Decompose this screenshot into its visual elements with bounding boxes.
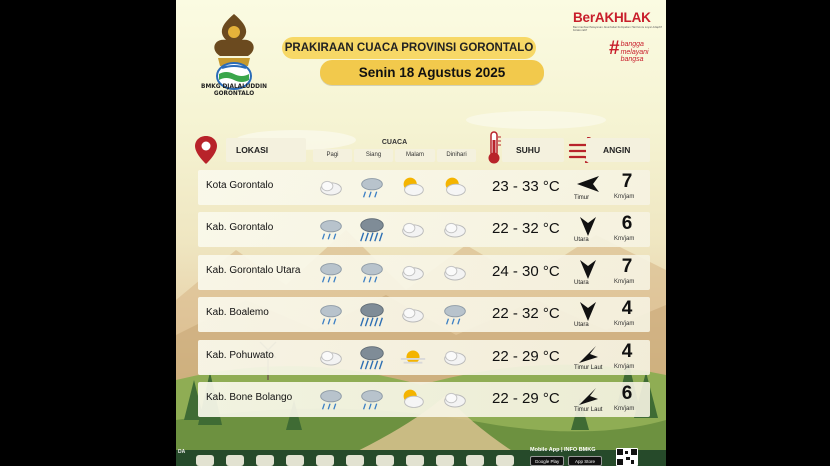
down-arrow-icon	[576, 300, 600, 322]
wind-direction: Utara	[574, 322, 589, 328]
column-header-suhu	[502, 138, 564, 162]
light-rain-icon	[357, 173, 387, 201]
legend-partly-cloudy-icon	[226, 455, 244, 466]
column-header-dinihari: Dinihari	[437, 149, 476, 162]
up-left-arrow-icon	[576, 385, 600, 407]
mobile-app-label: Mobile App | INFO BMKG	[530, 447, 596, 453]
legend-sunny-icon	[196, 455, 214, 466]
haze-icon	[398, 343, 428, 371]
temperature: 22 - 29 °C	[492, 390, 560, 407]
wind-unit: Km/jam	[614, 194, 635, 200]
hashtag-line: bangsa	[620, 56, 644, 63]
table-row	[198, 212, 650, 247]
location-name: Kab. Gorontalo	[206, 222, 274, 233]
location-name: Kab. Gorontalo Utara	[206, 265, 301, 276]
light-rain-icon	[316, 300, 346, 328]
weather-poster	[176, 0, 666, 466]
wind-unit: Km/jam	[614, 236, 635, 242]
table-row	[198, 255, 650, 290]
hash-sign: #	[609, 38, 620, 59]
temperature: 22 - 32 °C	[492, 305, 560, 322]
thermometer-icon	[486, 131, 502, 165]
wind-speed: 6	[621, 213, 633, 234]
light-rain-icon	[316, 385, 346, 413]
up-left-arrow-icon	[576, 343, 600, 365]
hashtag-line: bangga	[620, 41, 644, 48]
partly-cloudy-icon	[398, 385, 428, 413]
location-name: Kab. Bone Bolango	[206, 392, 293, 403]
legend-cloudy-icon	[256, 455, 274, 466]
location-name: Kab. Boalemo	[206, 307, 269, 318]
cloudy-icon	[316, 343, 346, 371]
legend-smoke-icon	[346, 455, 364, 466]
wind-speed: 6	[621, 383, 633, 404]
light-rain-icon	[357, 258, 387, 286]
suhu-label: SUHU	[516, 145, 541, 155]
cloudy-icon	[440, 343, 470, 371]
light-rain-icon	[316, 258, 346, 286]
wind-direction: Timur Laut	[574, 407, 603, 413]
partly-cloudy-icon	[440, 173, 470, 201]
wind-unit: Km/jam	[614, 364, 635, 370]
forecast-date: Senin 18 Agustus 2025	[320, 60, 544, 85]
berakhlak-tagline: Berorientasi Pelayanan Akuntabel Kompeten Harmonis Loyal Adaptif Kolaboratif	[573, 26, 662, 33]
heavy-rain-icon	[357, 343, 387, 371]
heavy-rain-icon	[357, 300, 387, 328]
cloudy-icon	[398, 215, 428, 243]
location-pin-icon	[194, 135, 218, 165]
light-rain-icon	[357, 385, 387, 413]
wind-direction: Utara	[574, 280, 589, 286]
legend-label: DA	[178, 449, 186, 455]
table-row	[198, 340, 650, 375]
legend-moderate-rain-icon	[436, 455, 454, 466]
page-title: PRAKIRAAN CUACA PROVINSI GORONTALO	[282, 37, 536, 59]
left-arrow-icon	[576, 173, 600, 195]
cloudy-icon	[398, 300, 428, 328]
legend-overcast-icon	[286, 455, 304, 466]
wind-speed: 4	[621, 341, 633, 362]
wind-unit: Km/jam	[614, 321, 635, 327]
temperature: 22 - 29 °C	[492, 348, 560, 365]
cloudy-icon	[398, 258, 428, 286]
logo-caption	[184, 84, 284, 98]
berakhlak-word: BerAKHLAK	[573, 10, 651, 25]
legend-haze-icon	[316, 455, 334, 466]
light-rain-icon	[440, 300, 470, 328]
legend-light-rain-icon	[406, 455, 424, 466]
heavy-rain-icon	[357, 215, 387, 243]
location-name: Kota Gorontalo	[206, 180, 274, 191]
wind-unit: Km/jam	[614, 406, 635, 412]
cloudy-icon	[316, 173, 346, 201]
table-row	[198, 382, 650, 417]
cloudy-icon	[440, 385, 470, 413]
legend-lightning-icon	[376, 455, 394, 466]
temperature: 24 - 30 °C	[492, 263, 560, 280]
column-header-malam: Malam	[395, 149, 435, 162]
temperature: 22 - 32 °C	[492, 220, 560, 237]
berakhlak-logo	[573, 10, 665, 65]
wind-speed: 4	[621, 298, 633, 319]
hashtag-line: melayani	[620, 48, 649, 56]
wind-direction: Timur Laut	[574, 365, 603, 371]
column-header-cuaca: CUACA	[381, 139, 408, 146]
temperature: 23 - 33 °C	[492, 178, 560, 195]
cloudy-icon	[440, 258, 470, 286]
qr-code-icon	[616, 448, 638, 466]
wind-speed: 7	[621, 256, 633, 277]
column-header-siang: Siang	[354, 149, 393, 162]
table-row	[198, 297, 650, 332]
legend-thunderstorm-icon	[496, 455, 514, 466]
down-arrow-icon	[576, 215, 600, 237]
location-name: Kab. Pohuwato	[206, 350, 274, 361]
partly-cloudy-icon	[398, 173, 428, 201]
wind-speed: 7	[621, 171, 633, 192]
google-play-button[interactable]: Google Play	[530, 456, 564, 466]
column-header-pagi: Pagi	[313, 149, 352, 162]
legend-heavy-rain-icon	[466, 455, 484, 466]
logo-caption-line1: BMKG DJALALUDDIN	[201, 84, 267, 90]
lokasi-label: LOKASI	[236, 145, 269, 155]
light-rain-icon	[316, 215, 346, 243]
wind-unit: Km/jam	[614, 279, 635, 285]
wind-direction: Timur	[574, 195, 590, 201]
cloudy-icon	[440, 215, 470, 243]
bangga-melayani-bangsa-badge	[609, 39, 649, 64]
down-arrow-icon	[576, 258, 600, 280]
column-header-lokasi	[226, 138, 306, 162]
column-header-angin	[586, 138, 650, 162]
app-store-button[interactable]: App Store	[568, 456, 602, 466]
logo-caption-line2: GORONTALO	[213, 91, 255, 97]
angin-label: ANGIN	[603, 145, 631, 155]
table-row	[198, 170, 650, 205]
wind-direction: Utara	[574, 237, 589, 243]
